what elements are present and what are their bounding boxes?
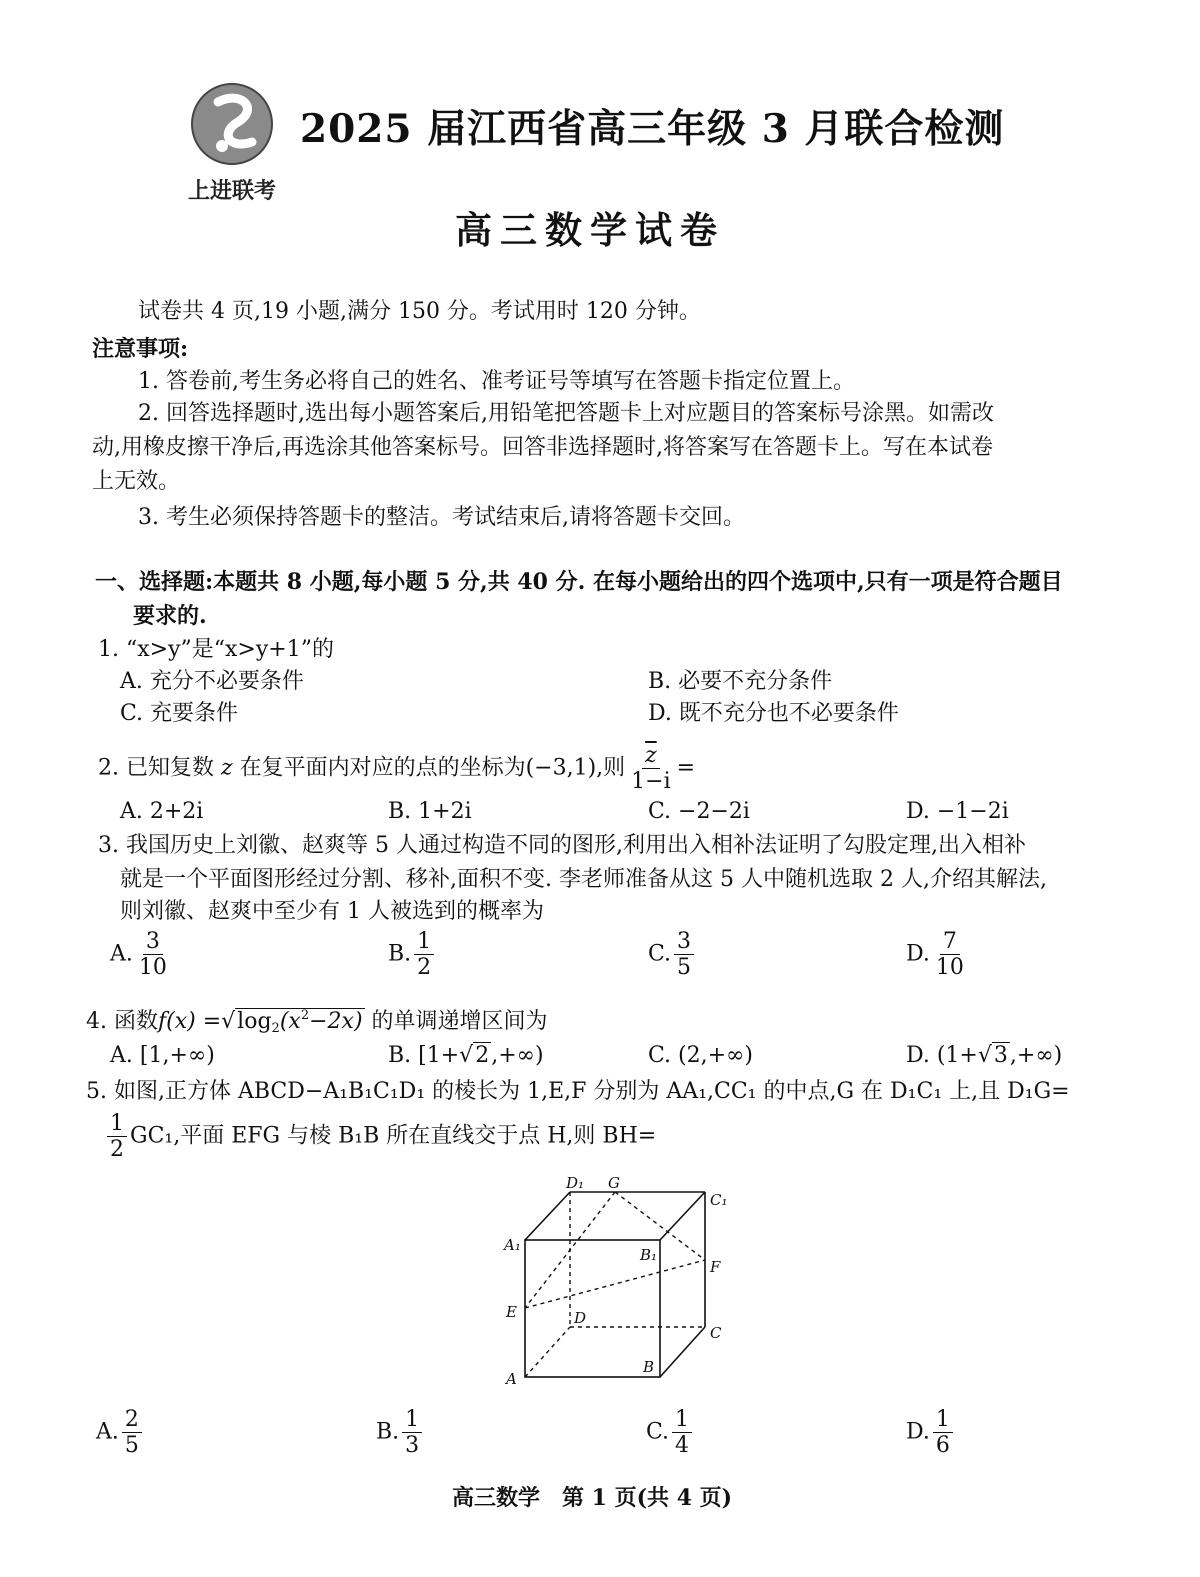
- vertex-label-b: B: [643, 1358, 655, 1376]
- fraction-numerator: 1: [933, 1408, 953, 1433]
- note-item-3: 3. 考生必须保持答题卡的整洁。考试结束后,请将答题卡交回。: [138, 505, 745, 530]
- question-1-option-d: D. 既不充分也不必要条件: [648, 701, 899, 726]
- question-1-option-c: C. 充要条件: [120, 701, 239, 726]
- fraction-denominator: 6: [935, 1433, 950, 1459]
- vertex-label-d: D: [574, 1309, 587, 1327]
- option-label: B.: [388, 941, 412, 967]
- question-3-line-1: 3. 我国历史上刘徽、赵爽等 5 人通过构造不同的图形,利用出入相补法证明了勾股定理,出入相补: [98, 833, 1026, 858]
- vertex-label-e: E: [506, 1303, 517, 1321]
- fraction-numerator: 1: [672, 1408, 692, 1433]
- question-3-options: [0, 929, 1200, 981]
- square-root: √2: [459, 1043, 490, 1068]
- question-5-option-b: [376, 1408, 425, 1457]
- note-item-2-line-2: 动,用橡皮擦干净后,再选涂其他答案标号。回答非选择题时,将答案写在答题卡上。写在本试卷: [92, 435, 993, 460]
- question-4-stem: [86, 1000, 548, 1045]
- question-3-option-b: [388, 930, 437, 979]
- log-text: log: [237, 1009, 272, 1034]
- fraction-denominator: 5: [677, 955, 692, 981]
- vertex-label-d1: D₁: [566, 1174, 585, 1192]
- option-label: D.: [906, 1419, 930, 1445]
- option-text-b: ,+∞): [1009, 1043, 1063, 1068]
- question-5-line-2-text: GC₁,平面 EFG 与棱 B₁B 所在直线交于点 H,则 BH=: [130, 1123, 657, 1149]
- vertex-label-a: A: [506, 1370, 517, 1388]
- question-2-variable: z: [220, 755, 233, 781]
- question-2-stem-a: 2. 已知复数: [98, 755, 214, 781]
- option-label: A.: [110, 941, 133, 967]
- cube-figure: [490, 1170, 740, 1400]
- question-5-fraction: [107, 1112, 127, 1161]
- question-1-option-a: A. 充分不必要条件: [120, 669, 304, 694]
- question-5-option-a: [96, 1408, 145, 1457]
- note-item-2-line-3: 上无效。: [92, 469, 181, 494]
- question-2-stem: [98, 744, 695, 793]
- radicand: 2: [475, 1043, 490, 1068]
- square-root: $√\log_2(x^2-2x)$: [221, 1008, 363, 1036]
- fraction-numerator: $\overline{z}$: [642, 744, 660, 769]
- vertex-label-c1: C₁: [710, 1191, 728, 1209]
- question-5-options: [0, 1407, 1200, 1459]
- logo-icon: [180, 80, 290, 170]
- question-4-function: f(x): [157, 1009, 196, 1034]
- fraction-numerator: 2: [122, 1408, 142, 1433]
- fraction-denominator: 2: [110, 1137, 124, 1163]
- question-2-option-a: A. 2+2i: [120, 799, 204, 824]
- question-5-line-2: [104, 1112, 656, 1161]
- vertex-label-b1: B₁: [640, 1246, 658, 1264]
- question-4-stem-a: 4. 函数: [86, 1009, 158, 1034]
- question-3-option-a: [110, 930, 173, 979]
- option-label: A.: [96, 1419, 119, 1445]
- question-2-stem-b: 在复平面内对应的点的坐标为(−3,1),则: [239, 755, 626, 781]
- note-item-1: 1. 答卷前,考生务必将自己的姓名、准考证号等填写在答题卡指定位置上。: [138, 369, 855, 394]
- fraction-denominator: 3: [405, 1433, 420, 1459]
- log-argument-exponent: 2: [300, 1008, 310, 1023]
- question-3-option-d: [906, 930, 970, 979]
- question-4-option-c: C. (2,+∞): [648, 1043, 753, 1068]
- vertex-label-a1: A₁: [504, 1236, 521, 1254]
- exam-title: 2025 届江西省高三年级 3 月联合检测: [300, 106, 1005, 152]
- note-item-2-line-1: 2. 回答选择题时,选出每小题答案后,用铅笔把答题卡上对应题目的答案标号涂黑。如需改: [138, 401, 994, 426]
- question-2-option-c: C. −2−2i: [648, 799, 750, 824]
- question-5-option-c: [646, 1408, 695, 1457]
- fraction-denominator: 10: [138, 955, 167, 981]
- option-label: B.: [376, 1419, 400, 1445]
- option-label: D.: [906, 941, 930, 967]
- question-4-option-a: A. [1,+∞): [110, 1043, 215, 1068]
- question-4-stem-b: 的单调递增区间为: [371, 1009, 548, 1034]
- question-5-line-1: 5. 如图,正方体 ABCD−A₁B₁C₁D₁ 的棱长为 1,E,F 分别为 AA₁,CC₁ 的中点,G 在 D₁C₁ 上,且 D₁G=: [86, 1079, 1070, 1104]
- fraction-denominator: 10: [935, 955, 964, 981]
- square-root: √3: [977, 1043, 1008, 1068]
- fraction-numerator: 3: [143, 930, 163, 955]
- page-footer: 高三数学 第 1 页(共 4 页): [452, 1485, 733, 1511]
- fraction-numerator: 7: [940, 930, 960, 955]
- section-heading-line-1: 一、选择题:本题共 8 小题,每小题 5 分,共 40 分. 在每小题给出的四个选项中,只有一项是符合题目: [95, 569, 1063, 595]
- fraction-denominator: 4: [675, 1433, 690, 1459]
- fraction-numerator: 3: [674, 930, 694, 955]
- option-text-a: D. (1+: [906, 1043, 978, 1068]
- radicand: 3: [993, 1043, 1008, 1068]
- exam-subtitle: 高三数学试卷: [455, 208, 725, 252]
- fraction-numerator: 1: [402, 1408, 422, 1433]
- question-3-option-c: [648, 930, 697, 979]
- section-heading-line-2: 要求的.: [133, 603, 207, 629]
- notes-heading: 注意事项:: [92, 336, 189, 362]
- intro-text: 试卷共 4 页,19 小题,满分 150 分。考试用时 120 分钟。: [138, 299, 701, 324]
- option-text-b: ,+∞): [491, 1043, 544, 1068]
- logo: [180, 80, 290, 204]
- vertex-label-g: G: [608, 1174, 620, 1192]
- option-text-a: B. [1+: [388, 1043, 460, 1068]
- question-2-option-b: B. 1+2i: [388, 799, 472, 824]
- question-4-option-d: [906, 1040, 1062, 1072]
- log-argument-b: −2x): [309, 1009, 363, 1034]
- option-label: C.: [646, 1419, 670, 1445]
- question-5-option-d: [906, 1408, 956, 1457]
- question-2-equals: =: [676, 755, 696, 781]
- question-4-option-b: [388, 1040, 544, 1072]
- vertex-label-f: F: [710, 1258, 721, 1276]
- fraction-denominator: 1−i: [631, 769, 671, 795]
- option-label: C.: [648, 941, 672, 967]
- fraction-numerator: 1: [414, 930, 434, 955]
- question-1-stem: 1. “x>y”是“x>y+1”的: [98, 637, 334, 662]
- question-3-line-3: 则刘徽、赵爽中至少有 1 人被选到的概率为: [120, 899, 544, 924]
- fraction-denominator: 5: [124, 1433, 139, 1459]
- fraction-denominator: 2: [417, 955, 432, 981]
- log-base: 2: [271, 1021, 280, 1036]
- question-2-option-d: D. −1−2i: [906, 799, 1009, 824]
- log-argument-a: (x: [279, 1009, 301, 1034]
- question-3-line-2: 就是一个平面图形经过分割、移补,面积不变. 李老师准备从这 5 人中随机选取 2 人,介绍其解法,: [120, 867, 1047, 892]
- fraction-numerator: 1: [107, 1112, 127, 1137]
- question-2-fraction: [628, 744, 673, 793]
- vertex-label-c: C: [710, 1324, 722, 1342]
- question-1-option-b: B. 必要不充分条件: [648, 669, 833, 694]
- logo-text: 上进联考: [188, 179, 277, 204]
- question-4-equals: =: [202, 1009, 222, 1034]
